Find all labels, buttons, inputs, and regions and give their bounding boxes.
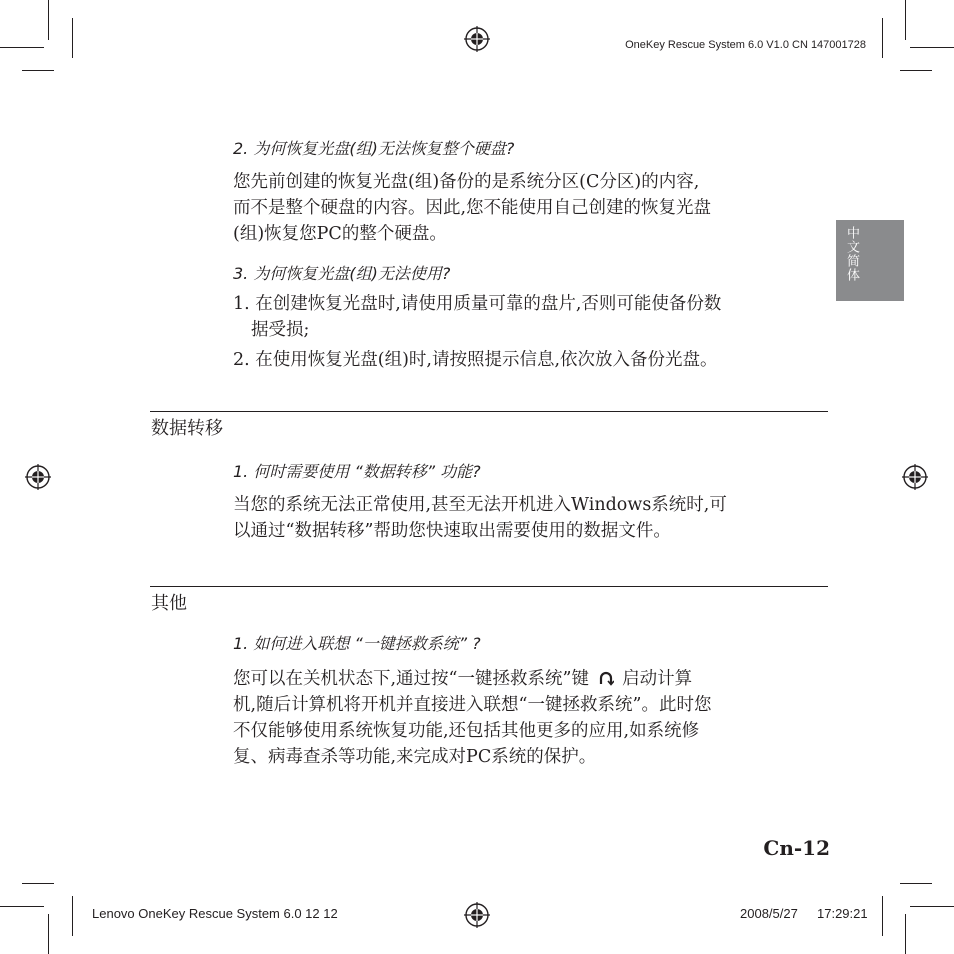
answer-line: 当您的系统无法正常使用,甚至无法开机进入Windows系统时,可 [233, 495, 727, 515]
answer-line: 不仅能够使用系统恢复功能,还包括其他更多的应用,如系统修 [233, 721, 700, 741]
registration-mark-icon [25, 464, 51, 490]
question-title: 1. 何时需要使用 “数据转移” 功能? [233, 462, 481, 481]
answer-line: 您先前创建的恢复光盘(组)备份的是系统分区(C分区)的内容, [233, 172, 700, 192]
question-title: 2. 为何恢复光盘(组)无法恢复整个硬盘? [233, 139, 515, 158]
question-title: 1. 如何进入联想 “一键拯救系统” ? [233, 634, 481, 653]
crop-mark [910, 47, 954, 48]
language-tab [836, 220, 904, 301]
section-divider [150, 586, 828, 587]
footer-time: 17:29:21 [817, 906, 868, 921]
crop-mark [900, 70, 932, 71]
crop-mark [72, 896, 73, 936]
crop-mark [72, 18, 73, 58]
answer-line [233, 666, 692, 692]
crop-mark [22, 883, 54, 884]
crop-mark [48, 0, 49, 40]
crop-mark [22, 70, 54, 71]
registration-mark-icon [464, 902, 490, 928]
answer-line: 而不是整个硬盘的内容。因此,您不能使用自己创建的恢复光盘 [233, 198, 712, 218]
list-item-continuation [233, 317, 309, 343]
crop-mark [0, 906, 44, 907]
document-code: OneKey Rescue System 6.0 V1.0 CN 147001728 [625, 39, 866, 51]
footer-file-label: Lenovo OneKey Rescue System 6.0 12 12 [92, 906, 338, 921]
answer-line: (组)恢复您PC的整个硬盘。 [233, 224, 447, 244]
answer-line: 机,随后计算机将开机并直接进入联想“一键拯救系统”。此时您 [233, 695, 712, 715]
section-divider [150, 411, 828, 412]
language-tab-label: 中文简体 [844, 226, 859, 282]
page-number: Cn-12 [763, 836, 830, 860]
onekey-rescue-key-icon [595, 666, 617, 692]
crop-mark [900, 883, 932, 884]
crop-mark [905, 0, 906, 40]
answer-line: 以通过“数据转移”帮助您快速取出需要使用的数据文件。 [233, 521, 671, 541]
list-item: 2. 在使用恢复光盘(组)时,请按照提示信息,依次放入备份光盘。 [233, 350, 718, 370]
question-title: 3. 为何恢复光盘(组)无法使用? [233, 264, 451, 283]
answer-text: 您可以在关机状态下,通过按“一键拯救系统”键 [233, 669, 589, 689]
section-title: 其他 [151, 593, 187, 614]
section-title: 数据转移 [151, 418, 223, 439]
answer-text: 启动计算 [622, 669, 693, 689]
crop-mark [882, 18, 883, 58]
answer-line: 复、病毒查杀等功能,来完成对PC系统的保护。 [233, 747, 597, 767]
crop-mark [0, 47, 44, 48]
registration-mark-icon [902, 464, 928, 490]
footer-date: 2008/5/27 [740, 906, 798, 921]
crop-mark [882, 896, 883, 936]
list-item-text: 据受损; [251, 320, 310, 340]
crop-mark [48, 914, 49, 954]
crop-mark [905, 914, 906, 954]
registration-mark-icon [464, 26, 490, 52]
list-item: 1. 在创建恢复光盘时,请使用质量可靠的盘片,否则可能使备份数 [233, 294, 722, 314]
crop-mark [910, 906, 954, 907]
